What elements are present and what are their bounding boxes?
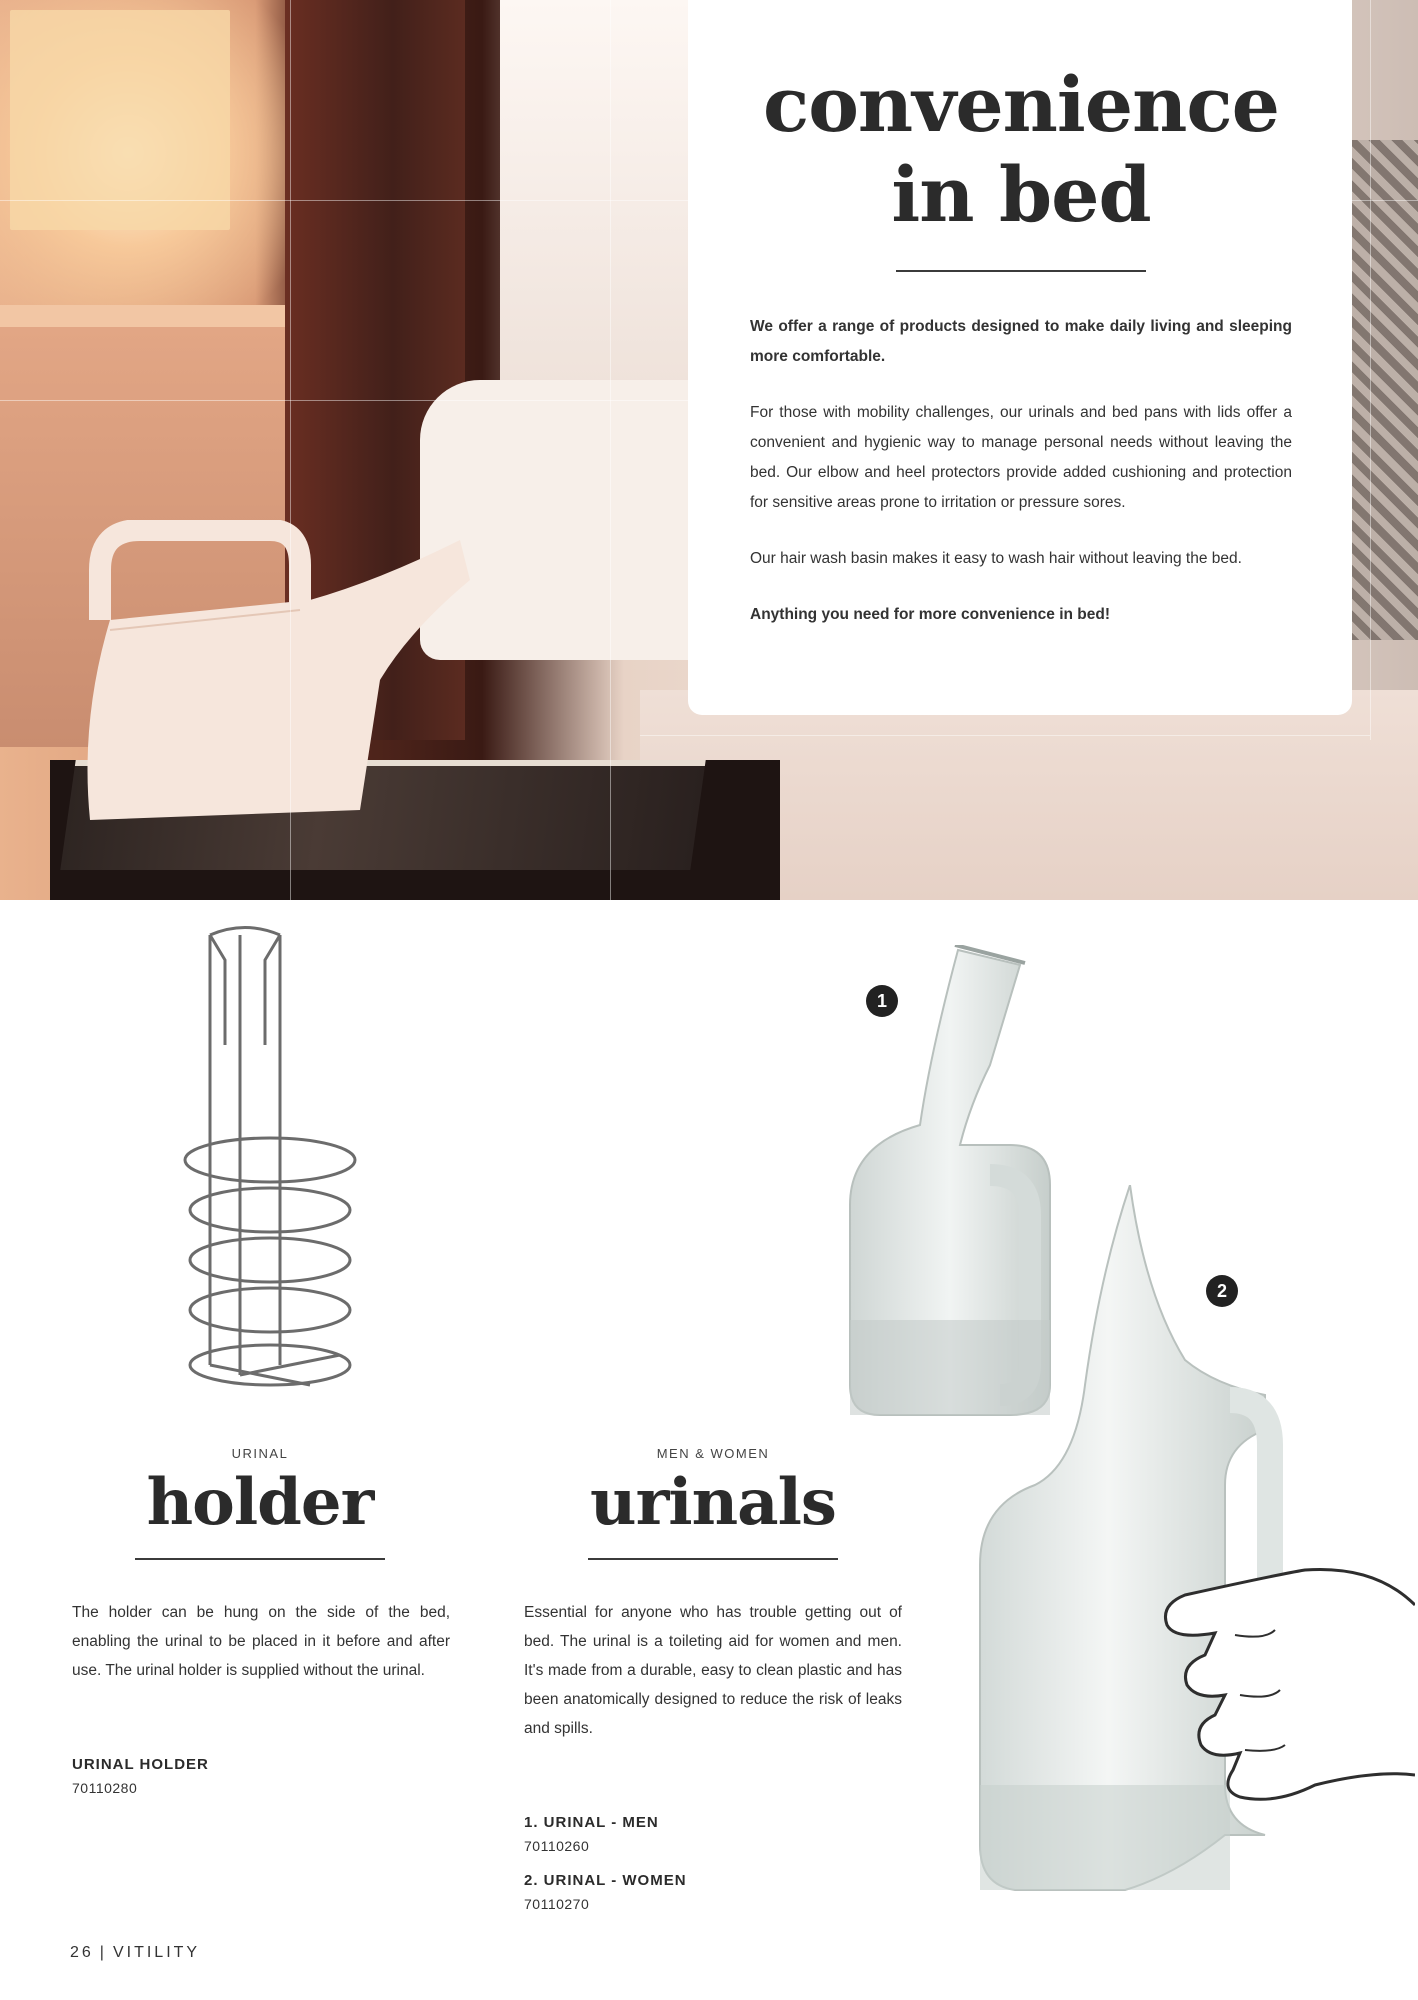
holder-label: URINAL: [231, 1446, 289, 1461]
urinal-men-code-title: 1. URINAL - MEN: [524, 1814, 659, 1831]
urinal-holder-image: [170, 925, 370, 1395]
intro-card: [688, 0, 1352, 715]
urinals-description: Essential for anyone who has trouble getting out of bed. The urinal is a toileting aid for women and men. It's made from a durable, easy to clean plastic and has been anatomically designed to reduce the risk of leaks and spills.: [524, 1604, 902, 1737]
intro-title-line1: convenience: [762, 60, 1280, 149]
brand-name: VITILITY: [112, 1944, 201, 1961]
badge-urinal-women: 2: [1206, 1275, 1238, 1307]
urinal-women-code-number: 70110270: [524, 1896, 590, 1912]
lampshade: [10, 10, 230, 230]
badge-urinal-men: 1: [866, 985, 898, 1017]
holder-code-number: 70110280: [72, 1780, 138, 1796]
urinal-men-code-number: 70110260: [524, 1838, 590, 1854]
holder-code-title: URINAL HOLDER: [72, 1756, 209, 1773]
intro-title: [750, 60, 1292, 240]
holder-description: The holder can be hung on the side of the bed, enabling the urinal to be placed in it before and after use. The urinal holder is supplied without the urinal.: [72, 1604, 450, 1679]
holder-title: holder: [146, 1465, 374, 1540]
hero-urinal-image: [80, 520, 470, 820]
intro-lead: We offer a range of products designed to make daily living and sleeping more comfortable.: [750, 318, 1292, 365]
shelf: [0, 305, 315, 327]
urinal-women-image: [975, 1185, 1415, 1920]
page-number: 26: [70, 1944, 94, 1961]
holder-divider: [135, 1558, 385, 1560]
urinal-women-code-title: 2. URINAL - WOMEN: [524, 1872, 687, 1889]
urinals-title: urinals: [590, 1465, 836, 1540]
urinals-divider: [588, 1558, 838, 1560]
intro-paragraph-1: For those with mobility challenges, our urinals and bed pans with lids offer a convenient and hygienic way to manage personal needs without leaving the bed. Our elbow and heel protectors provide added cushioning and protection for sensitive areas prone to irritation or pressure sores.: [750, 404, 1292, 511]
intro-title-line2: in bed: [891, 150, 1151, 239]
intro-paragraph-2: Our hair wash basin makes it easy to wash hair without leaving the bed.: [750, 550, 1242, 567]
intro-tagline: Anything you need for more convenience in bed!: [750, 606, 1110, 623]
intro-divider: [896, 270, 1146, 272]
page-footer: 26 | VITILITY: [70, 1944, 201, 1961]
urinals-label: MEN & WOMEN: [656, 1446, 770, 1461]
patterned-blanket: [1348, 140, 1418, 640]
